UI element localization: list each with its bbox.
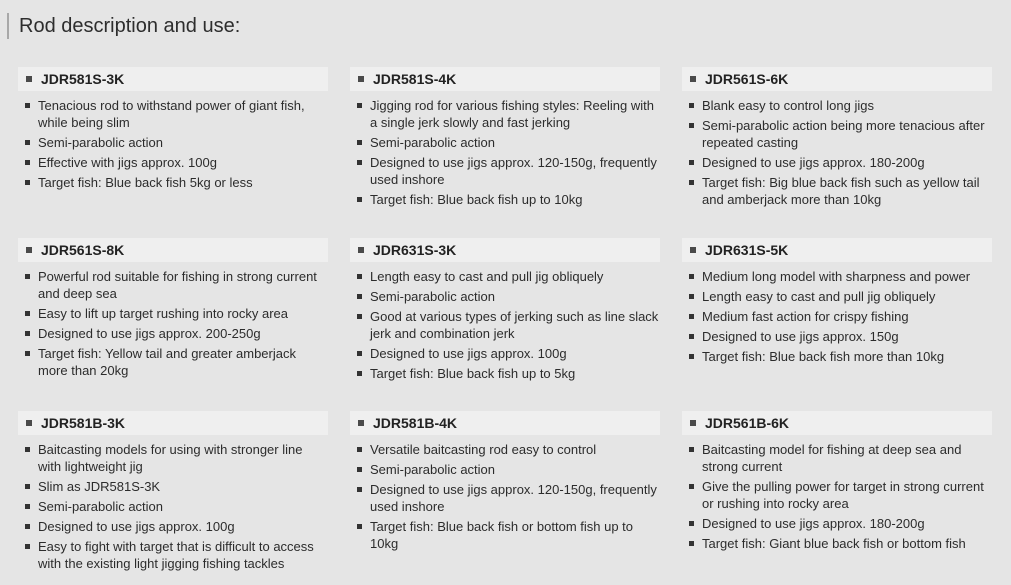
square-bullet-icon [26, 247, 32, 253]
feature-list [350, 97, 660, 208]
list-item: Medium long model with sharpness and power [686, 268, 992, 285]
list-item: Designed to use jigs approx. 180-200g [686, 154, 992, 171]
list-item: Designed to use jigs approx. 100g [22, 518, 328, 535]
rod-card-header [682, 411, 992, 435]
list-item: Medium fast action for crispy fishing [686, 308, 992, 325]
rod-card-header [18, 238, 328, 262]
rod-model-name: JDR561S-6K [705, 71, 789, 87]
list-item: Jigging rod for various fishing styles: Reeling with a single jerk slowly and fast jerking [354, 97, 660, 131]
rod-model-name: JDR581S-4K [373, 71, 457, 87]
list-item: Designed to use jigs approx. 100g [354, 345, 660, 362]
rod-model-name: JDR581B-3K [41, 415, 126, 431]
list-item: Designed to use jigs approx. 200-250g [22, 325, 328, 342]
square-bullet-icon [358, 420, 364, 426]
list-item: Target fish: Blue back fish up to 5kg [354, 365, 660, 382]
list-item: Blank easy to control long jigs [686, 97, 992, 114]
list-item: Designed to use jigs approx. 120-150g, frequently used inshore [354, 154, 660, 188]
rod-card-header [682, 67, 992, 91]
list-item: Semi-parabolic action [22, 134, 328, 151]
feature-list [682, 97, 992, 208]
page-title: Rod description and use: [19, 15, 241, 37]
list-item: Target fish: Blue back fish 5kg or less [22, 174, 328, 191]
rod-model-name: JDR631S-3K [373, 242, 457, 258]
rod-model-name: JDR561S-8K [41, 242, 125, 258]
rod-model-name: JDR631S-5K [705, 242, 789, 258]
rod-card-5 [350, 238, 660, 385]
rod-card-3 [682, 67, 992, 211]
list-item: Length easy to cast and pull jig obliquely [686, 288, 992, 305]
list-item: Target fish: Yellow tail and greater amberjack more than 20kg [22, 345, 328, 379]
rod-card-header [682, 238, 992, 262]
feature-list [18, 268, 328, 379]
list-item: Tenacious rod to withstand power of giant fish, while being slim [22, 97, 328, 131]
rod-model-name: JDR581S-3K [41, 71, 125, 87]
feature-list [18, 97, 328, 191]
list-item: Semi-parabolic action being more tenacious after repeated casting [686, 117, 992, 151]
list-item: Easy to lift up target rushing into rocky area [22, 305, 328, 322]
list-item: Target fish: Blue back fish or bottom fish up to 10kg [354, 518, 660, 552]
feature-list [18, 441, 328, 572]
rod-card-header [350, 238, 660, 262]
square-bullet-icon [358, 247, 364, 253]
list-item: Powerful rod suitable for fishing in strong current and deep sea [22, 268, 328, 302]
rod-card-header [18, 411, 328, 435]
rod-card-header [350, 411, 660, 435]
list-item: Slim as JDR581S-3K [22, 478, 328, 495]
rod-card-2 [350, 67, 660, 211]
list-item: Easy to fight with target that is difficult to access with the existing light jigging fishing tackles [22, 538, 328, 572]
list-item: Semi-parabolic action [354, 288, 660, 305]
list-item: Give the pulling power for target in strong current or rushing into rocky area [686, 478, 992, 512]
feature-list [350, 268, 660, 382]
list-item: Effective with jigs approx. 100g [22, 154, 328, 171]
section-header [7, 13, 240, 39]
square-bullet-icon [26, 76, 32, 82]
feature-list [350, 441, 660, 552]
square-bullet-icon [690, 76, 696, 82]
list-item: Designed to use jigs approx. 120-150g, frequently used inshore [354, 481, 660, 515]
feature-list [682, 441, 992, 552]
rod-card-4 [18, 238, 328, 382]
feature-list [682, 268, 992, 365]
rod-card-8 [350, 411, 660, 555]
square-bullet-icon [358, 76, 364, 82]
list-item: Baitcasting models for using with stronger line with lightweight jig [22, 441, 328, 475]
list-item: Target fish: Big blue back fish such as yellow tail and amberjack more than 10kg [686, 174, 992, 208]
rod-card-6 [682, 238, 992, 368]
list-item: Baitcasting model for fishing at deep sea and strong current [686, 441, 992, 475]
square-bullet-icon [690, 247, 696, 253]
square-bullet-icon [26, 420, 32, 426]
rod-card-7 [18, 411, 328, 575]
square-bullet-icon [690, 420, 696, 426]
list-item: Designed to use jigs approx. 180-200g [686, 515, 992, 532]
rod-model-name: JDR561B-6K [705, 415, 790, 431]
rod-card-1 [18, 67, 328, 194]
list-item: Semi-parabolic action [354, 134, 660, 151]
list-item: Semi-parabolic action [354, 461, 660, 478]
list-item: Target fish: Blue back fish up to 10kg [354, 191, 660, 208]
rod-model-name: JDR581B-4K [373, 415, 458, 431]
rod-card-header [18, 67, 328, 91]
list-item: Length easy to cast and pull jig obliquely [354, 268, 660, 285]
list-item: Target fish: Giant blue back fish or bottom fish [686, 535, 992, 552]
rod-card-9 [682, 411, 992, 555]
list-item: Target fish: Blue back fish more than 10kg [686, 348, 992, 365]
list-item: Versatile baitcasting rod easy to control [354, 441, 660, 458]
list-item: Good at various types of jerking such as line slack jerk and combination jerk [354, 308, 660, 342]
rod-card-header [350, 67, 660, 91]
list-item: Designed to use jigs approx. 150g [686, 328, 992, 345]
list-item: Semi-parabolic action [22, 498, 328, 515]
